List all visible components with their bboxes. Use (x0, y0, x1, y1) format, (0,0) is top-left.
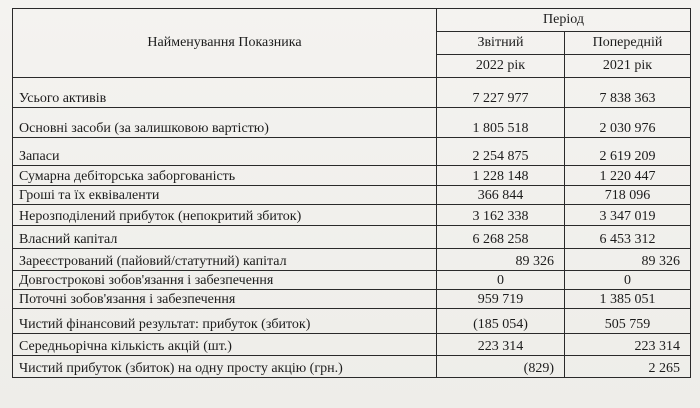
header-previous-year: 2021 рік (565, 55, 691, 78)
previous-value: 0 (565, 271, 691, 290)
table-row (13, 249, 691, 271)
row-label: Основні засоби (за залишковою вартістю) (13, 108, 437, 138)
row-label: Усього активів (13, 78, 437, 108)
current-value: (185 054) (437, 309, 565, 334)
table-row (13, 356, 691, 378)
row-label: Зареєстрований (пайовий/статутний) капітал (13, 249, 437, 271)
previous-value: 1 220 447 (565, 166, 691, 186)
row-label: Чистий фінансовий результат: прибуток (збиток) (13, 309, 437, 334)
table-row (13, 78, 691, 108)
row-label: Середньорічна кількість акцій (шт.) (13, 334, 437, 356)
header-period: Період (437, 9, 691, 32)
previous-value: 7 838 363 (565, 78, 691, 108)
table-row (13, 290, 691, 309)
financial-indicators-table (12, 8, 691, 378)
current-value: 1 805 518 (437, 108, 565, 138)
previous-value: 718 096 (565, 186, 691, 205)
table-row (13, 205, 691, 226)
previous-value: 223 314 (565, 334, 691, 356)
current-value: 959 719 (437, 290, 565, 309)
row-label: Чистий прибуток (збиток) на одну просту акцію (грн.) (13, 356, 437, 378)
current-value: 223 314 (437, 334, 565, 356)
current-value: 366 844 (437, 186, 565, 205)
table-row (13, 138, 691, 166)
row-label: Нерозподілений прибуток (непокритий збиток) (13, 205, 437, 226)
table-row (13, 166, 691, 186)
header-indicator-name: Найменування Показника (13, 9, 437, 78)
current-value: 7 227 977 (437, 78, 565, 108)
previous-value: 3 347 019 (565, 205, 691, 226)
row-label: Поточні зобов'язання і забезпечення (13, 290, 437, 309)
previous-value: 6 453 312 (565, 226, 691, 249)
row-label: Власний капітал (13, 226, 437, 249)
row-label: Гроші та їх еквіваленти (13, 186, 437, 205)
row-label: Довгострокові зобов'язання і забезпечення (13, 271, 437, 290)
table-row (13, 108, 691, 138)
current-value: (829) (437, 356, 565, 378)
table-row (13, 334, 691, 356)
current-value: 2 254 875 (437, 138, 565, 166)
current-value: 0 (437, 271, 565, 290)
header-previous-label: Попередній (565, 32, 691, 55)
previous-value: 89 326 (565, 249, 691, 271)
table-row (13, 309, 691, 334)
row-label: Сумарна дебіторська заборгованість (13, 166, 437, 186)
previous-value: 1 385 051 (565, 290, 691, 309)
current-value: 89 326 (437, 249, 565, 271)
current-value: 3 162 338 (437, 205, 565, 226)
previous-value: 2 265 (565, 356, 691, 378)
previous-value: 2 619 209 (565, 138, 691, 166)
current-value: 6 268 258 (437, 226, 565, 249)
current-value: 1 228 148 (437, 166, 565, 186)
previous-value: 2 030 976 (565, 108, 691, 138)
previous-value: 505 759 (565, 309, 691, 334)
table-row (13, 271, 691, 290)
table-row (13, 226, 691, 249)
header-current-label: Звітний (437, 32, 565, 55)
header-current-year: 2022 рік (437, 55, 565, 78)
table-row (13, 186, 691, 205)
row-label: Запаси (13, 138, 437, 166)
